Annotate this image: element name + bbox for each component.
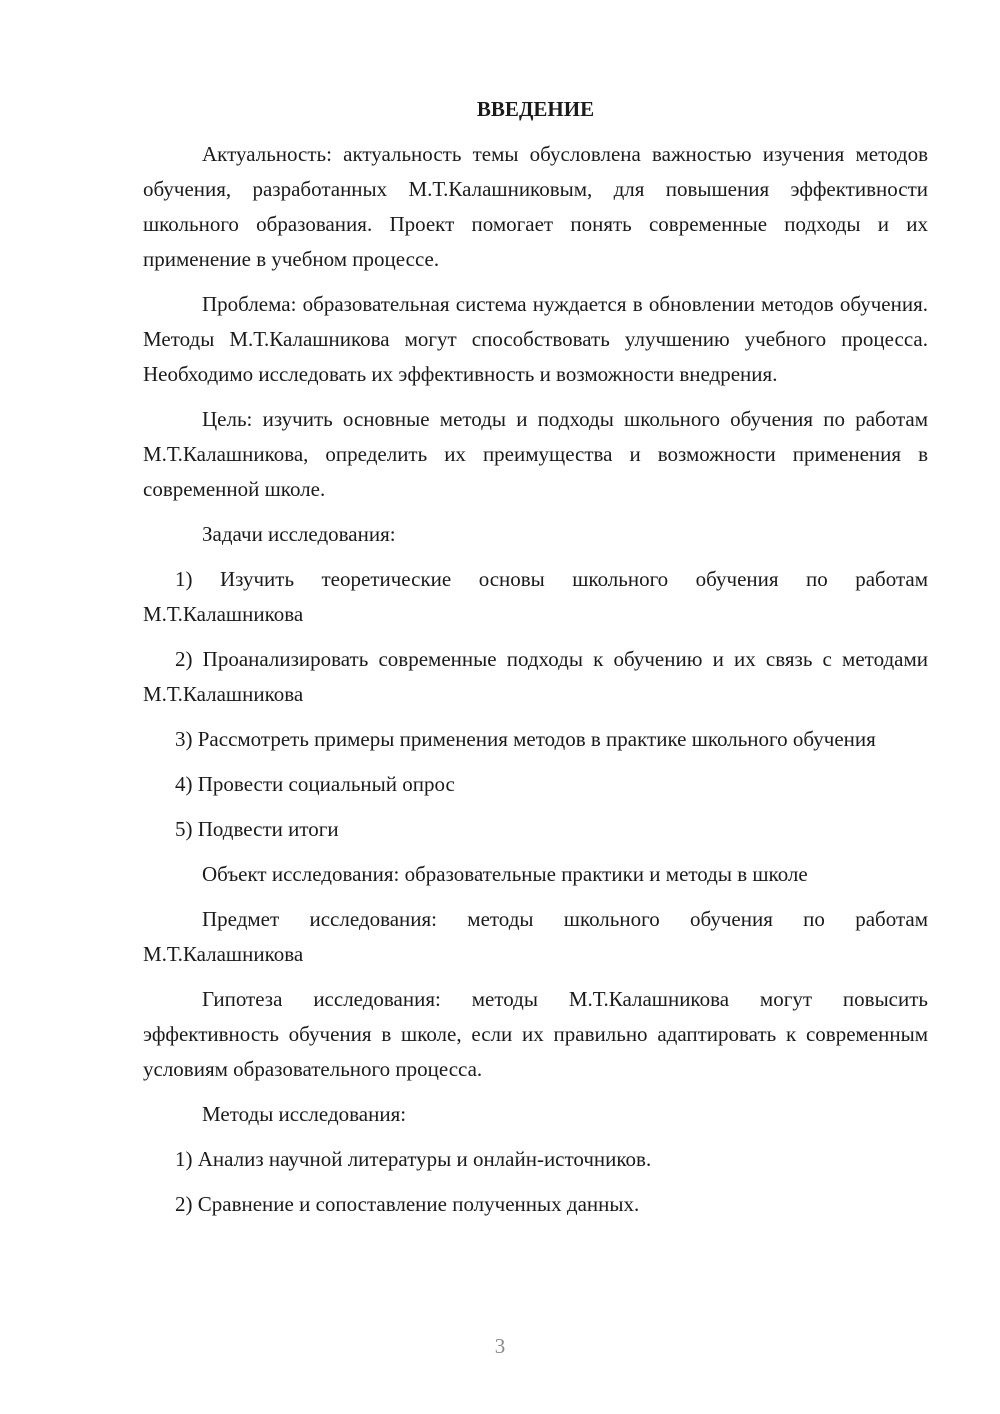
task-item: 5) Подвести итоги (175, 817, 339, 841)
task-item: 1) Изучить теоретические основы школьного обучения по работам М.Т.Калашникова (143, 567, 928, 626)
paragraph-relevance: Актуальность: актуальность темы обусловлена важностью изучения методов обучения, разработанных М.Т.Калашниковым, для повышения эффективности школьного образования. Проект помогает понять современные подходы и их применение в учебном процессе. (143, 142, 928, 271)
task-item: 4) Провести социальный опрос (175, 772, 455, 796)
task-item: 3) Рассмотреть примеры применения методов в практике школьного обучения (175, 727, 876, 751)
paragraph-goal: Цель: изучить основные методы и подходы школьного обучения по работам М.Т.Калашникова, определить их преимущества и возможности применения в современной школе. (143, 407, 928, 501)
paragraph-problem: Проблема: образовательная система нуждается в обновлении методов обучения. Методы М.Т.Калашникова могут способствовать улучшению учебного процесса. Необходимо исследовать их эффективность и возможности внедрения. (143, 292, 928, 386)
paragraph-methods-title: Методы исследования: (202, 1102, 407, 1126)
method-item: 1) Анализ научной литературы и онлайн-источников. (175, 1147, 652, 1171)
section-heading: ВВЕДЕНИЕ (476, 97, 595, 121)
paragraph-hypothesis: Гипотеза исследования: методы М.Т.Калашникова могут повысить эффективность обучения в школе, если их правильно адаптировать к современным условиям образовательного процесса. (143, 987, 928, 1081)
paragraph-object: Объект исследования: образовательные практики и методы в школе (202, 862, 808, 886)
task-item: 2) Проанализировать современные подходы к обучению и их связь с методами М.Т.Калашникова (143, 647, 928, 706)
paragraph-tasks-title: Задачи исследования: (202, 522, 396, 546)
paragraph-subject: Предмет исследования: методы школьного обучения по работам М.Т.Калашникова (143, 907, 928, 966)
document-body (143, 92, 928, 1232)
method-item: 2) Сравнение и сопоставление полученных данных. (175, 1192, 640, 1216)
page-number: 3 (494, 1334, 506, 1358)
